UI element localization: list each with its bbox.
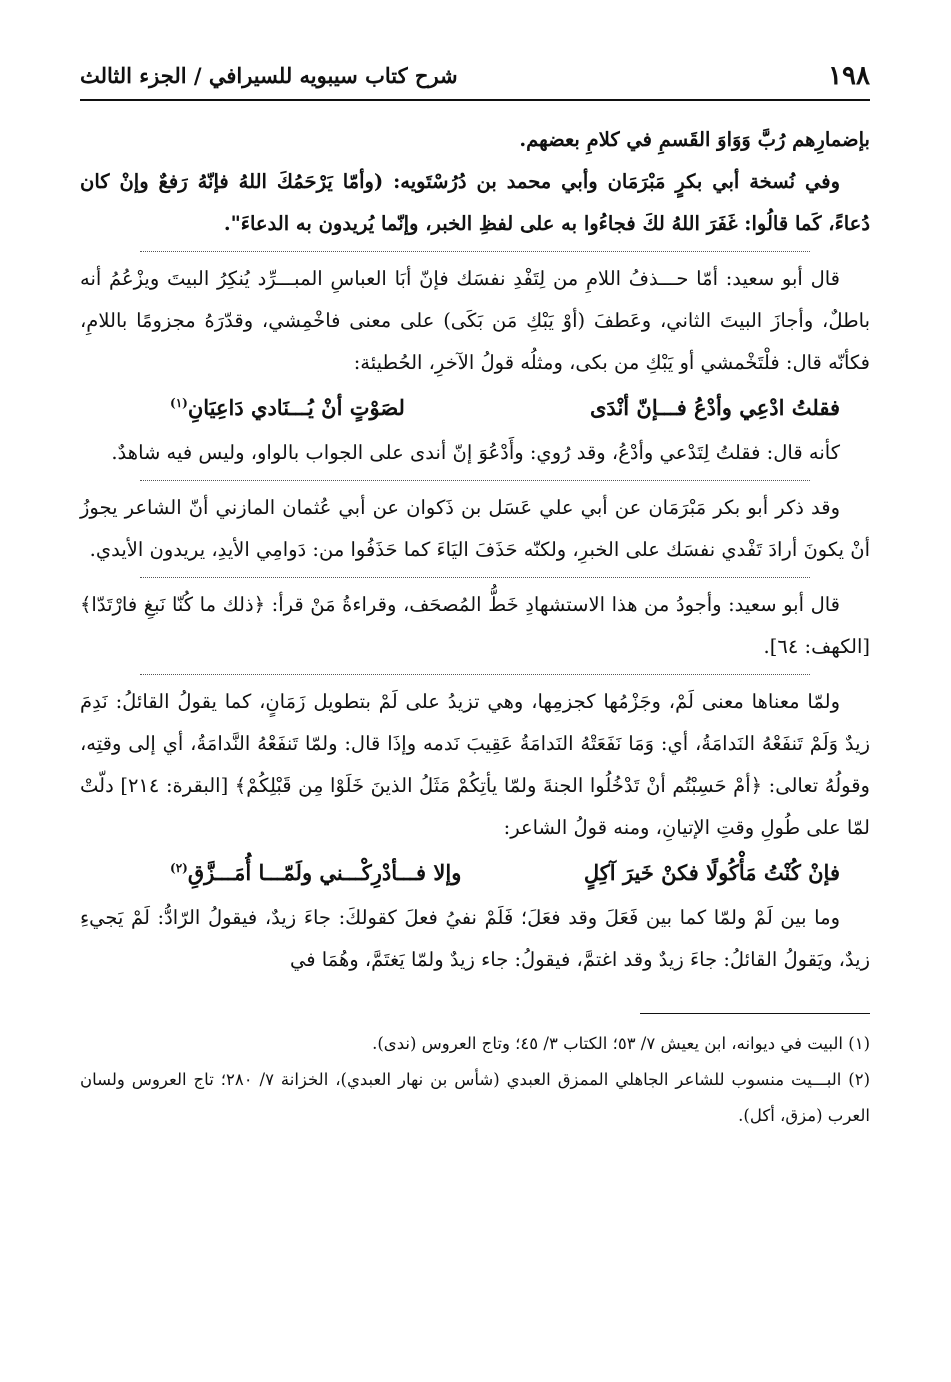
running-title: شرح كتاب سيبويه للسيرافي / الجزء الثالث [80,63,458,88]
paragraph: قال أبو سعيد: وأجودُ من هذا الاستشهادِ خَطُّ المُصحَف، وقراءةُ مَنْ قرأ: ﴿ذلك ما كُنّا نَبغِ فارْتَدّا﴾ [الكهف: ٦٤]. [80,593,870,658]
verse-line [80,849,870,897]
verse-line [80,384,870,432]
paragraph: وما بين لَمْ ولمّا كما بين فَعَلَ وقد فعَلَ؛ فَلَمْ نفيُ فعلَ كقولكَ: جاءَ زيدٌ، فيقولُ الرّادُّ: لَمْ يَجيءِ زيدٌ، ويَقولُ القائلُ: جاءَ زيدٌ وقد اغتمَّ، فيقولُ: جاء زيدٌ ولمّا يَغتَمَّ، وهُمَا في [80,906,870,971]
footnote-rule [640,1013,870,1014]
footnote-ref: (٢) [170,861,188,875]
paragraph: وفي نُسخة أبي بكرٍ مَبْرَمَان وأبي محمد بن دُرُسْتَويه: (وأمّا يَرْحَمُكَ اللهُ فإنّهُ رَفعٌ وإنْ كان دُعاءً، كَما قالُوا: غَفَرَ اللهُ لكَ فجاءُوا به على لفظِ الخبر، وإنّما يُريدون به الدعاءَ". [80,170,870,235]
footnote: (١) البيت في ديوانه، ابن يعيش ٧/ ٥٣؛ الكتاب ٣/ ٤٥؛ وتاج العروس (ندى). [372,1034,870,1053]
main-text [80,119,870,981]
verse-first-hemistich: فقلتُ ادْعِي وأدْعُ فـــإنّ أنْدَى [589,395,840,420]
paragraph: بإضمارِهم رُبَّ وَوَاوَ القَسمِ في كلامِ بعضهم. [519,128,870,151]
page-number: ١٩٨ [828,61,870,91]
footnote: (٢) البـــيت منسوب للشاعر الجاهلي الممزق العبدي (شأس بن نهار العبدي)، الخزانة ٧/ ٢٨٠؛ تاج العروس ولسان العرب (مزق، أكل). [80,1070,870,1125]
paragraph: ولمّا معناها معنى لَمْ، وجَزْمُها كجزمِها، وهي تزيدُ على لَمْ بتطويل زَمَانٍ، كما يقولُ القائلُ: نَدِمَ زيدٌ وَلَمْ تَنفَعْهُ النَدامَةُ، أي: وَمَا نَفَعَتْهُ النَدامَةُ عَقِيبَ نَدمه وإذَا قال: ولمّا تَنفَعْهُ النَّدامَةُ، أي إلى وقتِه، وقولُهُ تعالى: ﴿أمْ حَسِبْتُم أنْ تَدْخُلُوا الجنةَ ولمّا يأتِكُمْ مَثَلُ الذينَ خَلَوْا مِن قَبْلِكُمْ﴾ [البقرة: ٢١٤] دلّتْ لمّا على طُولِ وقتِ الإتيانِ، ومنه قولُ الشاعر: [80,690,870,839]
verse-second-hemistich [170,849,461,897]
section-divider [140,480,810,481]
paragraph: قال أبو سعيد: أمّا حـــذفُ اللامِ من لِتَفْدِ نفسَك فإنّ أبَا العباسِ المبـــرِّد يُنكِرُ البيتَ ويزْعُمُ أنه باطلٌ، وأجازَ البيتَ الثاني، وعَطفَ (أوْ يَبْكِ مَن بَكَى) على معنى فاخْمِشي، وقدّرَهُ مجزومًا باللامِ، فكأنّه قال: فلْتَخْمشي أو يَبْكِ من بكى، ومثلُه قولُ الآخرِ، الحُطيئة: [80,267,870,374]
footnote-ref: (١) [170,396,188,410]
section-divider [140,577,810,578]
page-header [80,55,870,101]
verse-second-hemistich [170,384,405,432]
verse-second-text: وإلا فـــأدْرِكْـــني ولَمّـــا أُمَـــزَّقِ [187,860,462,885]
paragraph: كأنه قال: فقلتُ لِتَدْعي وأدْعُ، وقد رُوي: وأَدْعُوَ إنّ أندى على الجواب بالواو، وليس فيه شاهدٌ. [111,441,840,464]
verse-second-text: لصَوْتٍ أنْ يُـــنَادي دَاعِيَانِ [187,395,405,420]
book-page [80,55,870,1134]
paragraph: وقد ذكر أبو بكر مَبْرَمَان عن أبي علي عَسَل بن ذَكوان عن أبي عُثمان المازني أنّ الشاعر يجوزُ أنْ يكونَ أرادَ تَفْدي نفسَك على الخبرِ، ولكنّه حَذَفَ اليَاءَ كما حَذَفُوا من: دَوامِي الأيدِ، يريدون الأيدي. [80,496,870,561]
verse-first-hemistich: فإنْ كُنْتُ مَأْكُولًا فكنْ خَيرَ آكِلٍ [583,860,840,885]
footnotes [80,1026,870,1134]
section-divider [140,674,810,675]
section-divider [140,251,810,252]
